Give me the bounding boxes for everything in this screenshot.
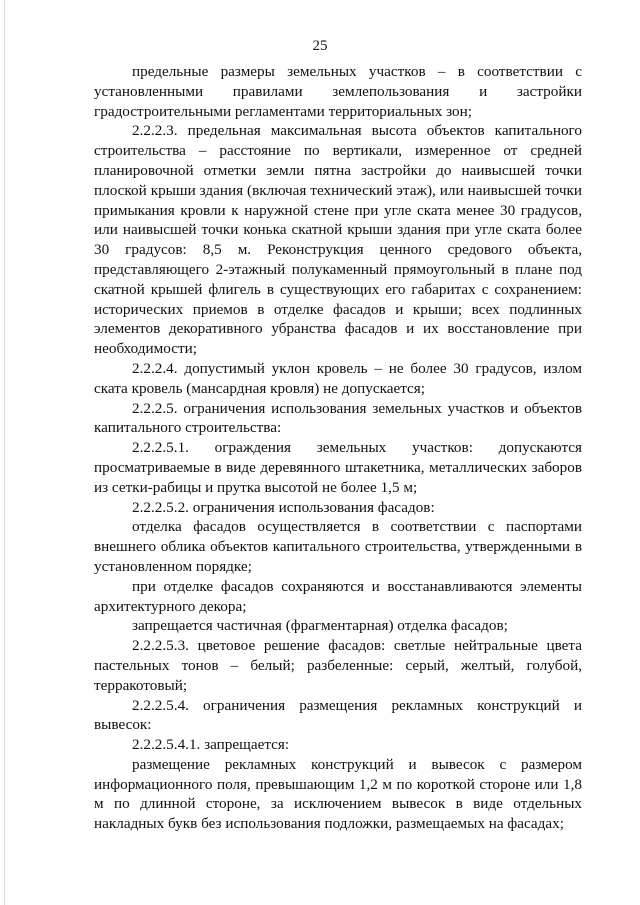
paragraph: 2.2.2.3. предельная максимальная высота объектов капитального строительства – расстояние по вертикали, измеренное от средней планировочной отметки земли пятна застройки до наивысшей точки плоской крыши здания (включая технический этаж), или наивысшей точки примыкания кровли к наружной стене при угле ската менее 30 градусов, или наивысшей точки конька скатной крыши здания при угле ската более 30 градусов: 8,5 м. Реконструкция ценного средового объекта, представляющего 2-этажный полукаменный прямоугольный в плане под скатной крышей флигель в существующих его габаритах с сохранением: исторических приемов в отделке фасадов и крыши; всех подлинных элементов декоративного убранства фасадов и их восстановление при необходимости; — [94, 122, 582, 358]
document-body — [94, 62, 582, 834]
paragraph: предельные размеры земельных участков – в соответствии с установленными правилами землепользования и застройки градостроительными регламентами территориальных зон; — [94, 63, 582, 120]
paragraph: 2.2.2.5.2. ограничения использования фасадов: — [132, 498, 435, 516]
paragraph: 2.2.2.5.1. ограждения земельных участков: допускаются просматриваемые в виде деревянного штакетника, металлических заборов из сетки-рабицы и прутка высотой не более 1,5 м; — [94, 439, 582, 496]
paragraph: запрещается частичная (фрагментарная) отделка фасадов; — [132, 617, 508, 635]
paragraph: размещение рекламных конструкций и вывесок с размером информационного поля, превышающим 1,2 м по короткой стороне или 1,8 м по длинной стороне, за исключением вывесок в виде отдельных накладных букв без использования подложки, размещаемых на фасадах; — [94, 755, 582, 833]
paragraph: при отделке фасадов сохраняются и восстанавливаются элементы архитектурного декора; — [94, 577, 582, 615]
paragraph: 2.2.2.5.4. ограничения размещения рекламных конструкций и вывесок: — [94, 696, 582, 734]
paragraph: отделка фасадов осуществляется в соответствии с паспортами внешнего облика объектов капитального строительства, утвержденными в установленном порядке; — [94, 518, 582, 575]
paragraph: 2.2.2.5. ограничения использования земельных участков и объектов капитального строительства: — [94, 399, 582, 437]
paragraph: 2.2.2.5.3. цветовое решение фасадов: светлые нейтральные цвета пастельных тонов – белый; разбеленные: серый, желтый, голубой, терракотовый; — [94, 637, 582, 694]
page-number: 25 — [312, 38, 328, 54]
paragraph: 2.2.2.4. допустимый уклон кровель – не более 30 градусов, излом ската кровель (мансардная кровля) не допускается; — [94, 359, 582, 397]
paragraph: 2.2.2.5.4.1. запрещается: — [132, 736, 290, 754]
page-edge — [4, 0, 5, 905]
